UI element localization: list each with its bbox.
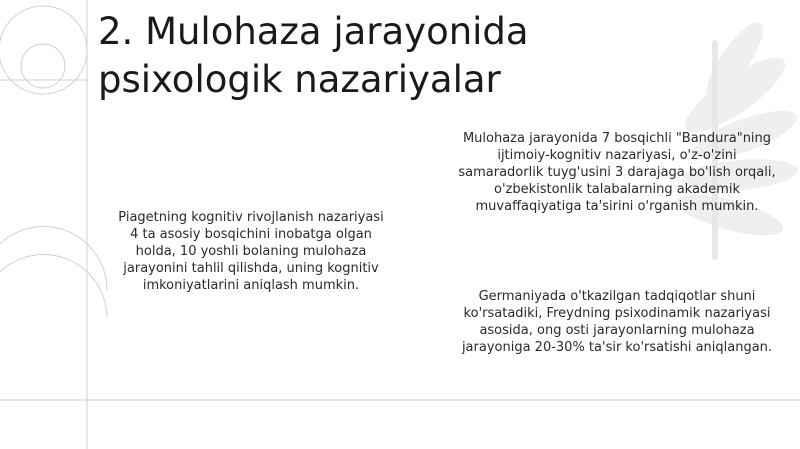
paragraph-line: o'zbekistonlik talabalarning akademik (493, 182, 740, 197)
slide-title-line: psixologik nazariyalar (98, 58, 501, 101)
slide-title-line: 2. Mulohaza jarayonida (98, 10, 529, 53)
paragraph-line: imkoniyatlarini aniqlash mumkin. (142, 278, 360, 293)
paragraph-line: asosida, ong osti jarayonlarning mulohaza (479, 323, 755, 338)
circle-ornaments (0, 6, 107, 318)
paragraph-line: jarayoniga 20-30% ta'sir ko'rsatishi aniqlangan. (461, 340, 773, 355)
slide-title (98, 8, 718, 104)
paragraph-line: jarayonini tahlil qilishda, uning kognitiv (123, 261, 379, 276)
paragraph-line: 4 ta asosiy bosqichini inobatga olgan (130, 227, 372, 242)
paragraph-line: Germaniyada o'tkazilgan tadqiqotlar shuni (478, 289, 756, 304)
paragraph-line: ijtimoiy-kognitiv nazariyasi, o'z-o'zini (497, 148, 737, 163)
freud-paragraph (442, 288, 792, 356)
bandura-paragraph (442, 130, 792, 215)
paragraph-line: muvaffaqiyatiga ta'sirini o'rganish mumkin. (475, 199, 759, 214)
piaget-paragraph (96, 209, 406, 294)
paragraph-line: ko'rsatadiki, Freydning psixodinamik nazariyasi (463, 306, 771, 321)
paragraph-line: Mulohaza jarayonida 7 bosqichli "Bandura"ning (462, 131, 772, 146)
paragraph-line: samaradorlik tuyg'usini 3 darajaga bo'lish orqali, (458, 165, 776, 180)
paragraph-line: holda, 10 yoshli bolaning mulohaza (135, 244, 367, 259)
paragraph-line: Piagetning kognitiv rivojlanish nazariyasi (118, 210, 384, 225)
